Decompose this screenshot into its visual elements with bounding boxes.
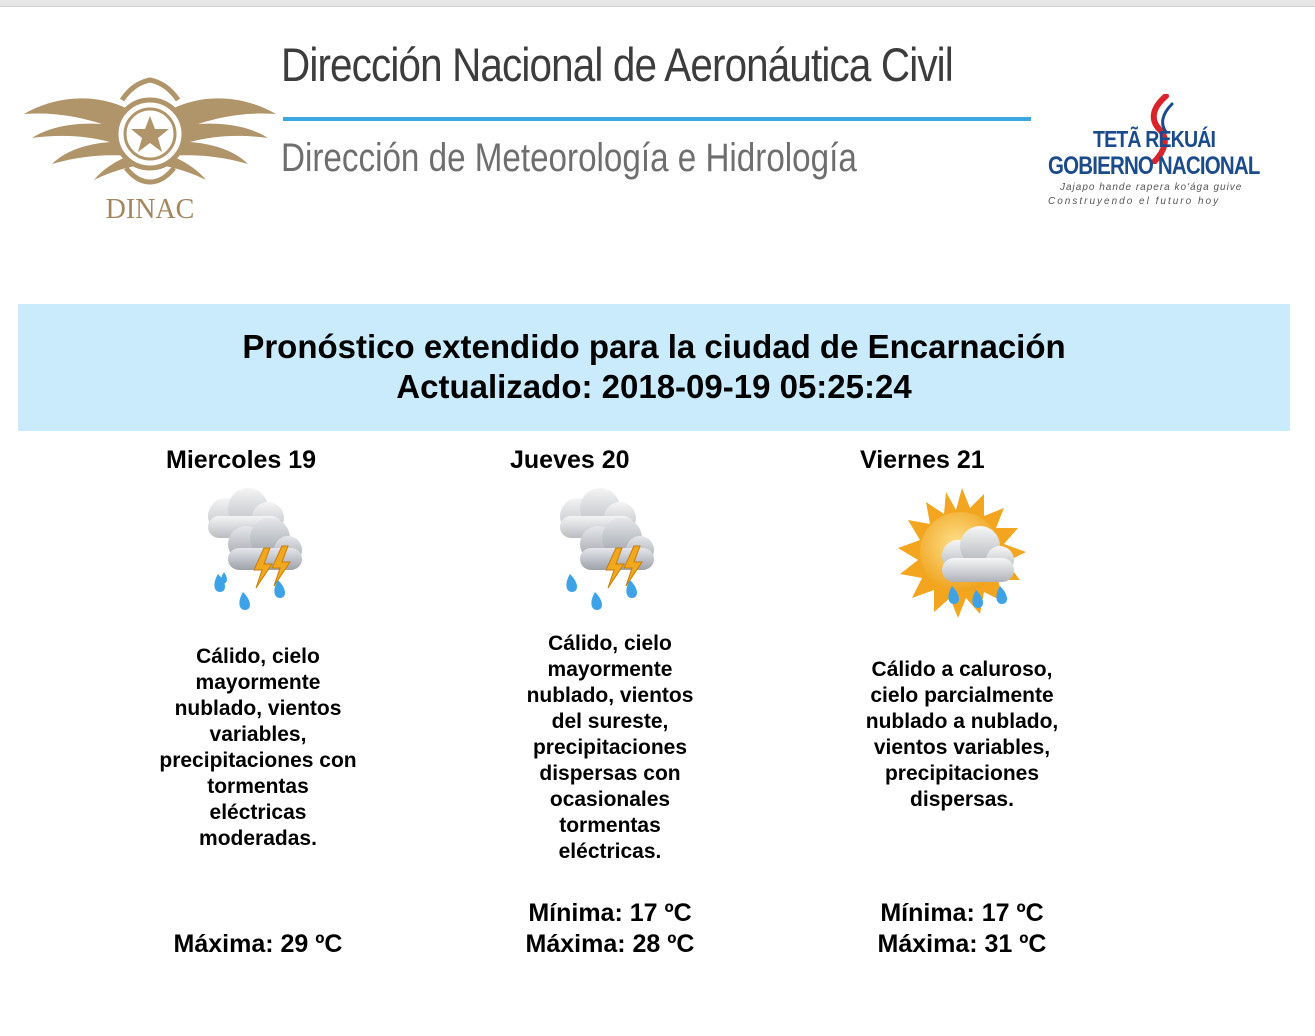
day-max-temp: Máxima: 29 ºC (173, 930, 343, 958)
day-description: Cálido a caluroso, cielo parcialmente nublado a nublado, vientos variables, precipitaciones dispersas. (865, 658, 1059, 811)
forecast-title: Pronóstico extendido para la ciudad de Encarnación (242, 328, 1066, 365)
day-max-temp: Máxima: 28 ºC (525, 930, 695, 958)
day-name: Jueves 20 (510, 446, 630, 474)
day-name: Viernes 21 (860, 446, 985, 474)
dinac-logo-text: DINAC (105, 194, 195, 225)
day-card-0 (140, 440, 500, 1000)
day-max-temp: Máxima: 31 ºC (877, 930, 1047, 958)
day-description: Cálido, cielo mayormente nublado, vientos variables, precipitaciones con tormentas eléctricas moderadas. (159, 645, 357, 850)
thunderstorm-rain-icon (198, 488, 308, 622)
day-min-temp: Mínima: 17 ºC (880, 899, 1044, 927)
forecast-updated: Actualizado: 2018-09-19 05:25:24 (396, 368, 912, 405)
org-subtitle: Dirección de Meteorología e Hidrología (281, 136, 857, 180)
thunderstorm-rain-icon (550, 488, 660, 622)
day-card-1 (490, 440, 850, 1000)
day-card-2 (840, 440, 1200, 1000)
gov-logo-line2: GOBIERNO NACIONAL (1048, 152, 1260, 180)
header-banner (18, 28, 1298, 225)
org-title: Dirección Nacional de Aeronáutica Civil (281, 38, 953, 91)
forecast-heading (18, 304, 1290, 431)
title-divider (283, 117, 1031, 121)
day-min-temp: Mínima: 17 ºC (528, 899, 692, 927)
day-name: Miercoles 19 (166, 446, 317, 474)
sun-cloud-rain-icon (894, 486, 1030, 622)
gobierno-nacional-logo (1048, 94, 1278, 214)
dinac-wings-logo (22, 52, 278, 232)
gov-logo-line4: Construyendo el futuro hoy (1048, 196, 1221, 207)
browser-top-edge (0, 0, 1315, 7)
day-description: Cálido, cielo mayormente nublado, vientos del sureste, precipitaciones dispersas con ocasionales tormentas eléctricas. (526, 632, 694, 863)
gov-logo-line1: TETÃ REKUÁI (1093, 126, 1216, 152)
gov-logo-line3: Jajapo hande rapera ko'ága guive (1060, 182, 1243, 193)
